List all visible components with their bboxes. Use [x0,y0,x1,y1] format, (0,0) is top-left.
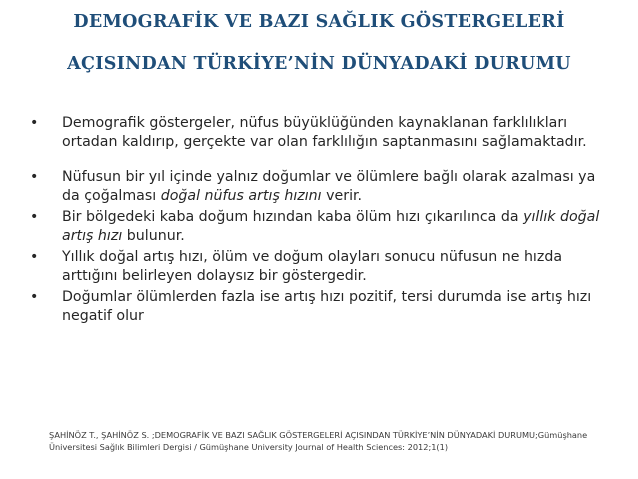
bullet-text: Bir bölgedeki kaba doğum hızından kaba ölüm hızı çıkarılınca da [62,209,524,225]
bullet-item-2 [30,168,615,206]
bullet-item-1 [30,114,615,152]
bullet-text: Demografik göstergeler, nüfus büyüklüğünden kaynaklanan farklılıkları ortadan kaldırıp, gerçekte var olan farklılığın saptanmasını sağlamaktadır. [62,115,587,150]
bullet-text: Yıllık doğal artış hızı, ölüm ve doğum olayları sonucu nüfusun ne hızda arttığını belirleyen dolaysız bir göstergedir. [62,249,563,284]
source-citation: ŞAHİNÖZ T., ŞAHİNÖZ S. ;DEMOGRAFİK VE BAZI SAĞLIK GÖSTERGELERİ AÇISINDAN TÜRKİYE’NİN DÜNYADAKİ DURUMU;Gümüşhane Üniversitesi Sağlık Bilimleri Dergisi / Gümüşhane University Journal of Health Sciences: 2012;1(1) [49,430,588,452]
slide-title-line-1: DEMOGRAFİK VE BAZI SAĞLIK GÖSTERGELERİ [73,12,565,32]
bullet-text: Nüfusun bir yıl içinde yalnız doğumlar ve ölümlere bağlı olarak azalması ya da çoğalması [62,169,596,204]
slide-title-line-2: AÇISINDAN TÜRKİYE’NİN DÜNYADAKİ DURUMU [67,54,571,74]
bullet-marker: • [30,115,39,131]
bullet-marker: • [30,289,39,305]
bullet-marker: • [30,209,39,225]
bullet-emphasis: doğal nüfus artış hızını [160,188,322,204]
bullet-text-end: verir. [321,188,363,204]
bullet-text: Doğumlar ölümlerden fazla ise artış hızı pozitif, tersi durumda ise artış hızı negatif olur [62,289,592,324]
bullet-marker: • [30,169,39,185]
bullet-list [30,114,615,326]
bullet-marker: • [30,249,39,265]
bullet-text-end: bulunur. [122,228,185,244]
bullet-item-3 [30,208,615,246]
bullet-item-5 [30,288,615,326]
bullet-item-4 [30,248,615,286]
bullet-emphasis: yıllık doğal artış hızı [62,209,600,244]
